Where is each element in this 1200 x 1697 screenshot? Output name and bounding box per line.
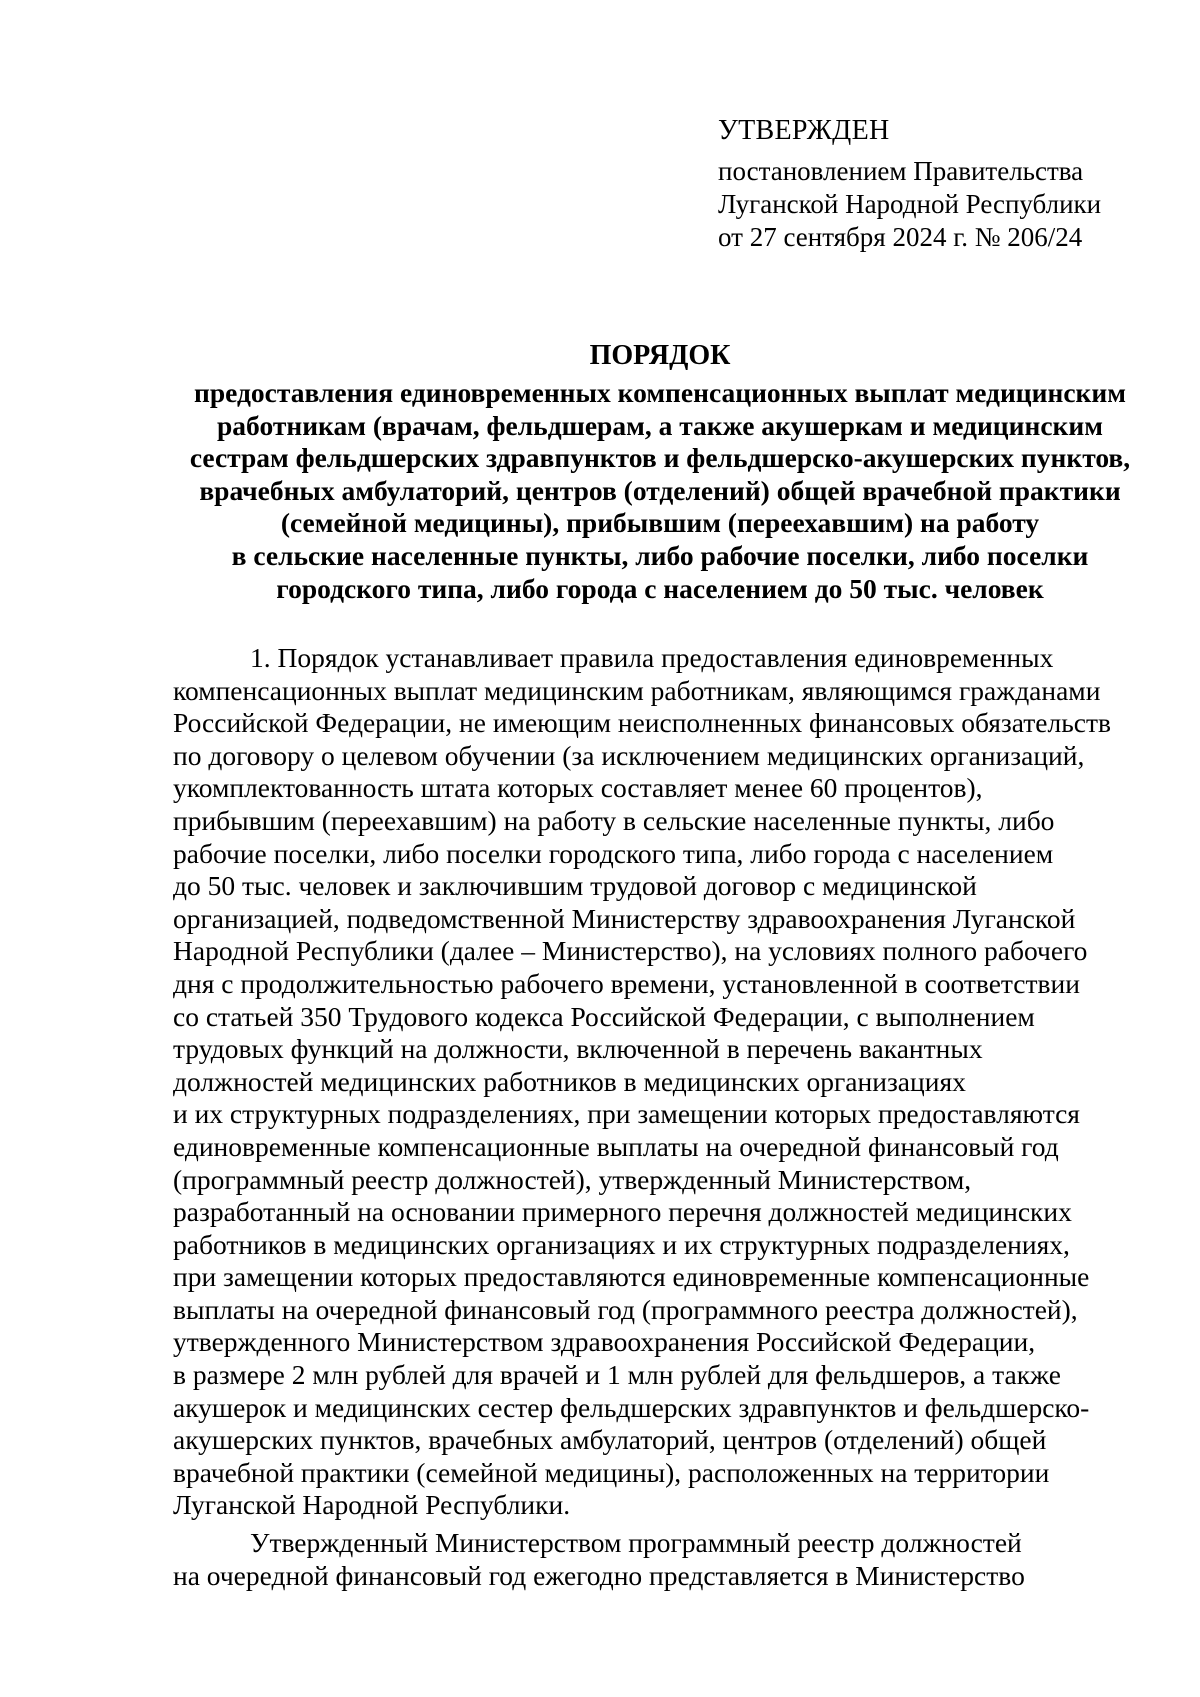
subtitle-line: сестрам фельдшерских здравпунктов и фельдшерско-акушерских пунктов, xyxy=(189,442,1131,474)
paragraph-line: единовременные компенсационные выплаты на очередной финансовый год xyxy=(173,1130,1059,1162)
document-body xyxy=(173,642,1149,1592)
subtitle-line: врачебных амбулаторий, центров (отделений) общей врачебной практики xyxy=(199,474,1121,506)
paragraph-line: дня с продолжительностью рабочего времени, установленной в соответствии xyxy=(173,967,1080,999)
paragraph-line: врачебной практики (семейной медицины), расположенных на территории xyxy=(173,1456,1050,1488)
paragraph-line: утвержденного Министерством здравоохранения Российской Федерации, xyxy=(173,1326,1036,1358)
paragraph-2 xyxy=(173,1527,1149,1592)
subtitle-line: работникам (врачам, фельдшерам, а также акушеркам и медицинским xyxy=(217,409,1103,441)
paragraph-line: трудовых функций на должности, включенной в перечень вакантных xyxy=(173,1033,983,1065)
paragraph-line: 1. Порядок устанавливает правила предоставления единовременных xyxy=(250,642,1054,673)
paragraph-line: со статьей 350 Трудового кодекса Российской Федерации, с выполнением xyxy=(173,1000,1035,1032)
paragraph-line: рабочие поселки, либо поселки городского типа, либо города с населением xyxy=(173,837,1054,869)
paragraph-line: Российской Федерации, не имеющим неисполненных финансовых обязательств xyxy=(173,707,1111,739)
paragraph-line: и их структурных подразделениях, при замещении которых предоставляются xyxy=(173,1098,1080,1130)
paragraph-line: (программный реестр должностей), утвержденный Министерством, xyxy=(173,1163,972,1195)
approval-line: от 27 сентября 2024 г. № 206/24 xyxy=(718,222,1083,252)
paragraph-line: до 50 тыс. человек и заключившим трудовой договор с медицинской xyxy=(173,870,977,902)
subtitle-line: (семейной медицины), прибывшим (переехавшим) на работу xyxy=(280,507,1040,539)
subtitle-line: городского типа, либо города с населением до 50 тыс. человек xyxy=(276,572,1044,604)
document-subtitle xyxy=(150,377,1170,605)
subtitle-line: в сельские населенные пункты, либо рабочие поселки, либо поселки xyxy=(231,539,1089,571)
paragraph-line: прибывшим (переехавшим) на работу в сельские населенные пункты, либо xyxy=(173,804,1055,836)
paragraph-line: по договору о целевом обучении (за исключением медицинских организаций, xyxy=(173,739,1085,771)
approval-line: Луганской Народной Республики xyxy=(718,189,1102,219)
paragraph-line: акушерских пунктов, врачебных амбулаторий, центров (отделений) общей xyxy=(173,1424,1047,1456)
paragraph-line: выплаты на очередной финансовый год (программного реестра должностей), xyxy=(173,1293,1078,1325)
approval-line: постановлением Правительства xyxy=(718,156,1084,186)
subtitle-line: предоставления единовременных компенсационных выплат медицинским xyxy=(194,377,1126,408)
paragraph-line: акушерок и медицинских сестер фельдшерских здравпунктов и фельдшерско- xyxy=(173,1391,1090,1423)
paragraph-line: в размере 2 млн рублей для врачей и 1 млн рублей для фельдшеров, а также xyxy=(173,1359,1061,1391)
paragraph-1 xyxy=(173,642,1149,1522)
paragraph-line: Луганской Народной Республики. xyxy=(173,1489,571,1521)
paragraph-line: при замещении которых предоставляются единовременные компенсационные xyxy=(173,1261,1090,1293)
paragraph-line: должностей медицинских работников в медицинских организациях xyxy=(173,1065,966,1097)
paragraph-line: Утвержденный Министерством программный реестр должностей xyxy=(250,1527,1022,1559)
paragraph-line: компенсационных выплат медицинским работникам, являющимся гражданами xyxy=(173,674,1101,706)
paragraph-line: укомплектованность штата которых составляет менее 60 процентов), xyxy=(173,772,983,804)
document-title: ПОРЯДОК xyxy=(589,340,731,371)
approval-stamp xyxy=(718,114,1158,254)
paragraph-line: на очередной финансовый год ежегодно представляется в Министерство xyxy=(173,1559,1025,1591)
paragraph-line: Народной Республики (далее – Министерство), на условиях полного рабочего xyxy=(173,935,1088,967)
paragraph-line: работников в медицинских организациях и их структурных подразделениях, xyxy=(173,1228,1070,1260)
paragraph-line: организацией, подведомственной Министерству здравоохранения Луганской xyxy=(173,902,1076,934)
approval-heading: УТВЕРЖДЕН xyxy=(718,115,890,146)
paragraph-line: разработанный на основании примерного перечня должностей медицинских xyxy=(173,1196,1072,1228)
